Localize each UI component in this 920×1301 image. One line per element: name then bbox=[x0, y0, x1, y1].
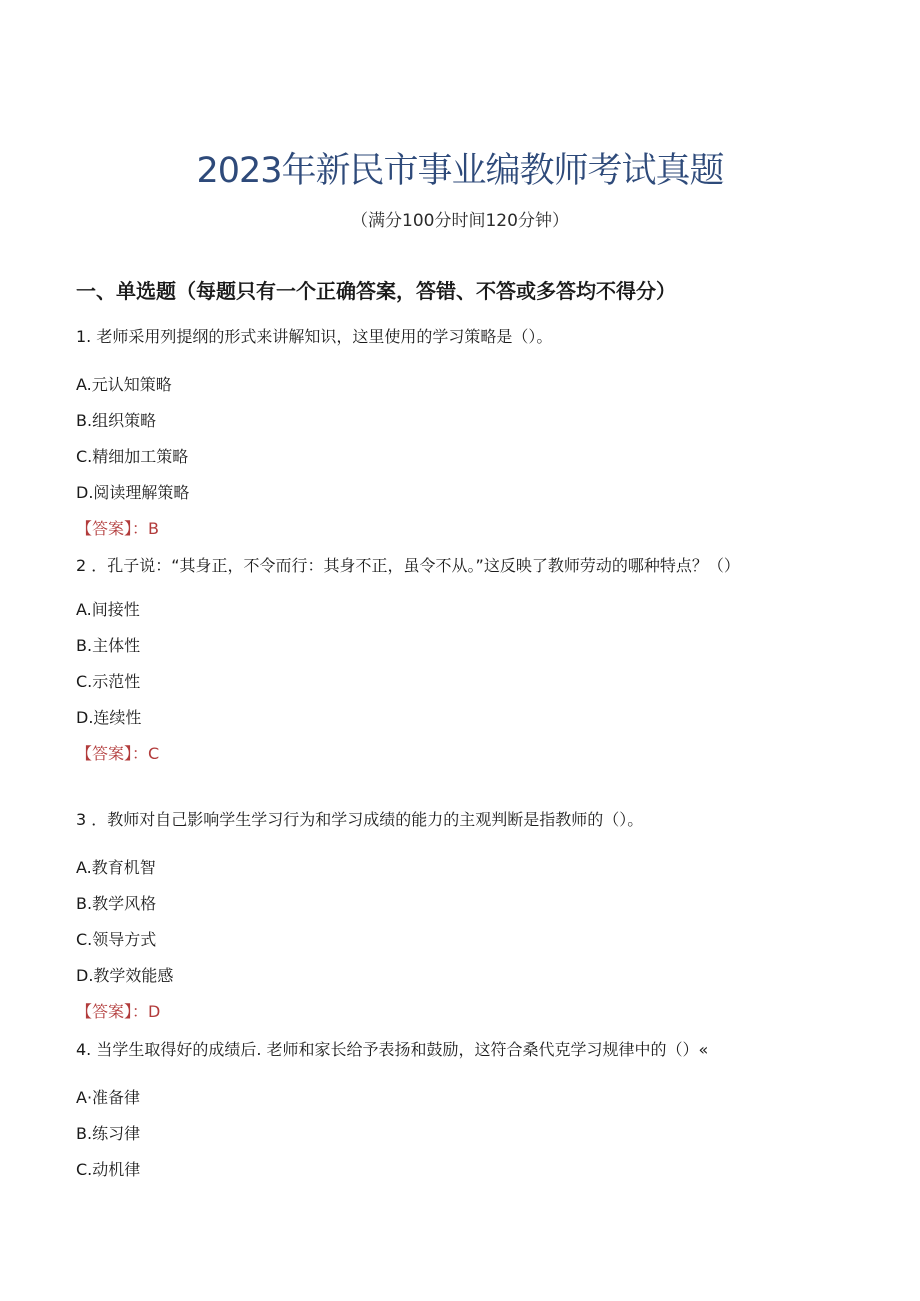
option-a: A.间接性 bbox=[76, 600, 140, 619]
document-subtitle: （满分100分时间120分钟） bbox=[351, 211, 569, 231]
option-list bbox=[76, 367, 846, 511]
answer-label: 【答案】：D bbox=[76, 1002, 161, 1021]
option-b: B.练习律 bbox=[76, 1124, 141, 1143]
option-c: C.精细加工策略 bbox=[76, 447, 189, 466]
option-b: B.教学风格 bbox=[76, 894, 157, 913]
question-4 bbox=[76, 1038, 846, 1188]
answer-label: 【答案】：B bbox=[76, 519, 159, 538]
question-2 bbox=[76, 554, 846, 772]
section-heading: 一、单选题（每题只有一个正确答案，答错、不答或多答均不得分） bbox=[76, 279, 676, 303]
question-1 bbox=[76, 325, 846, 547]
option-a: A.元认知策略 bbox=[76, 375, 172, 394]
option-c: C.领导方式 bbox=[76, 930, 157, 949]
option-d: D.教学效能感 bbox=[76, 966, 174, 985]
question-stem: 2 ．孔子说：“其身正，不令而行：其身不正，虽令不从。”这反映了教师劳动的哪种特点？（） bbox=[76, 556, 740, 575]
option-list bbox=[76, 850, 846, 994]
option-a: A.教育机智 bbox=[76, 858, 156, 877]
option-list bbox=[76, 1080, 846, 1188]
question-3 bbox=[76, 808, 846, 1030]
option-b: B.组织策略 bbox=[76, 411, 157, 430]
option-d: D.阅读理解策略 bbox=[76, 483, 190, 502]
option-d: D.连续性 bbox=[76, 708, 142, 727]
question-stem: 3 ．教师对自己影响学生学习行为和学习成绩的能力的主观判断是指教师的（）。 bbox=[76, 810, 644, 829]
question-stem: 4. 当学生取得好的成绩后. 老师和家长给予表扬和鼓励，这符合桑代克学习规律中的（）« bbox=[76, 1040, 709, 1059]
document-title: 2023年新民市事业编教师考试真题 bbox=[196, 151, 724, 191]
option-list bbox=[76, 592, 846, 736]
answer-label: 【答案】：C bbox=[76, 744, 160, 763]
question-stem: 1. 老师采用列提纲的形式来讲解知识，这里使用的学习策略是（）。 bbox=[76, 327, 553, 346]
option-a: A·准备律 bbox=[76, 1088, 141, 1107]
option-c: C.示范性 bbox=[76, 672, 141, 691]
option-c: C.动机律 bbox=[76, 1160, 141, 1179]
option-b: B.主体性 bbox=[76, 636, 141, 655]
